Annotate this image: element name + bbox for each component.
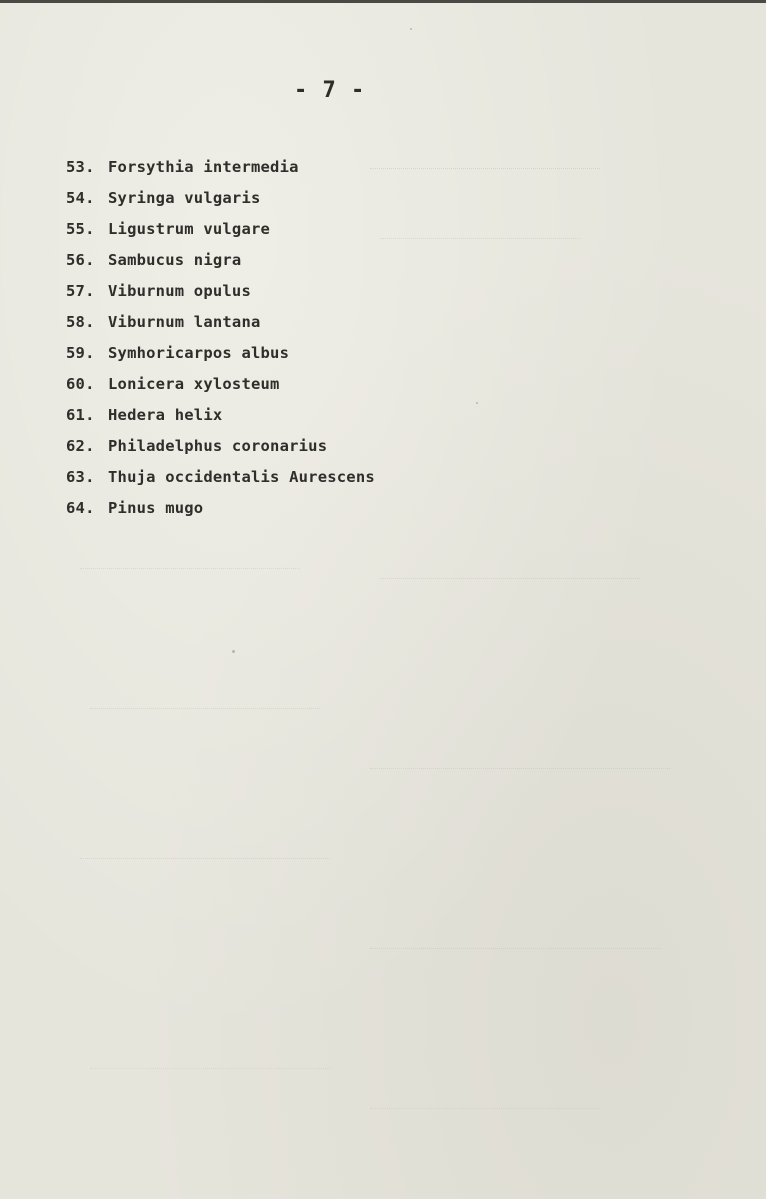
bleed-through-mark bbox=[370, 160, 600, 169]
item-name: Hedera helix bbox=[108, 406, 223, 424]
list-item bbox=[66, 493, 375, 524]
list-item bbox=[66, 214, 375, 245]
item-number: 54. bbox=[66, 189, 95, 207]
list-item bbox=[66, 462, 375, 493]
page-top-edge bbox=[0, 0, 766, 3]
list-item bbox=[66, 152, 375, 183]
item-name: Viburnum opulus bbox=[108, 282, 251, 300]
paper-speck bbox=[410, 28, 412, 30]
list-item bbox=[66, 400, 375, 431]
item-number: 56. bbox=[66, 251, 95, 269]
item-name: Lonicera xylosteum bbox=[108, 375, 280, 393]
item-number: 58. bbox=[66, 313, 95, 331]
item-number: 63. bbox=[66, 468, 95, 486]
bleed-through-mark bbox=[380, 230, 580, 239]
item-number: 60. bbox=[66, 375, 95, 393]
item-name: Symhoricarpos albus bbox=[108, 344, 290, 362]
list-item bbox=[66, 183, 375, 214]
list-item bbox=[66, 338, 375, 369]
list-item bbox=[66, 245, 375, 276]
item-name: Syringa vulgaris bbox=[108, 189, 261, 207]
item-number: 59. bbox=[66, 344, 95, 362]
list-item bbox=[66, 431, 375, 462]
paper-speck bbox=[476, 402, 478, 404]
page-number: - 7 - bbox=[294, 78, 366, 103]
item-name: Ligustrum vulgare bbox=[108, 220, 271, 238]
bleed-through-mark bbox=[80, 560, 300, 569]
item-number: 61. bbox=[66, 406, 95, 424]
item-number: 57. bbox=[66, 282, 95, 300]
item-name: Sambucus nigra bbox=[108, 251, 242, 269]
bleed-through-mark bbox=[90, 700, 320, 709]
item-name: Thuja occidentalis Aurescens bbox=[108, 468, 375, 486]
item-number: 64. bbox=[66, 499, 95, 517]
item-name: Forsythia intermedia bbox=[108, 158, 299, 176]
item-number: 53. bbox=[66, 158, 95, 176]
item-name: Viburnum lantana bbox=[108, 313, 261, 331]
bleed-through-mark bbox=[370, 940, 660, 949]
list-item bbox=[66, 276, 375, 307]
bleed-through-mark bbox=[370, 760, 670, 769]
bleed-through-mark bbox=[80, 850, 330, 859]
paper-speck bbox=[232, 650, 235, 653]
bleed-through-mark bbox=[380, 570, 640, 579]
list-item bbox=[66, 369, 375, 400]
bleed-through-mark bbox=[370, 1100, 600, 1109]
bleed-through-mark bbox=[90, 1060, 330, 1069]
item-name: Pinus mugo bbox=[108, 499, 204, 517]
item-number: 55. bbox=[66, 220, 95, 238]
item-name: Philadelphus coronarius bbox=[108, 437, 328, 455]
species-list bbox=[66, 152, 375, 524]
item-number: 62. bbox=[66, 437, 95, 455]
list-item bbox=[66, 307, 375, 338]
